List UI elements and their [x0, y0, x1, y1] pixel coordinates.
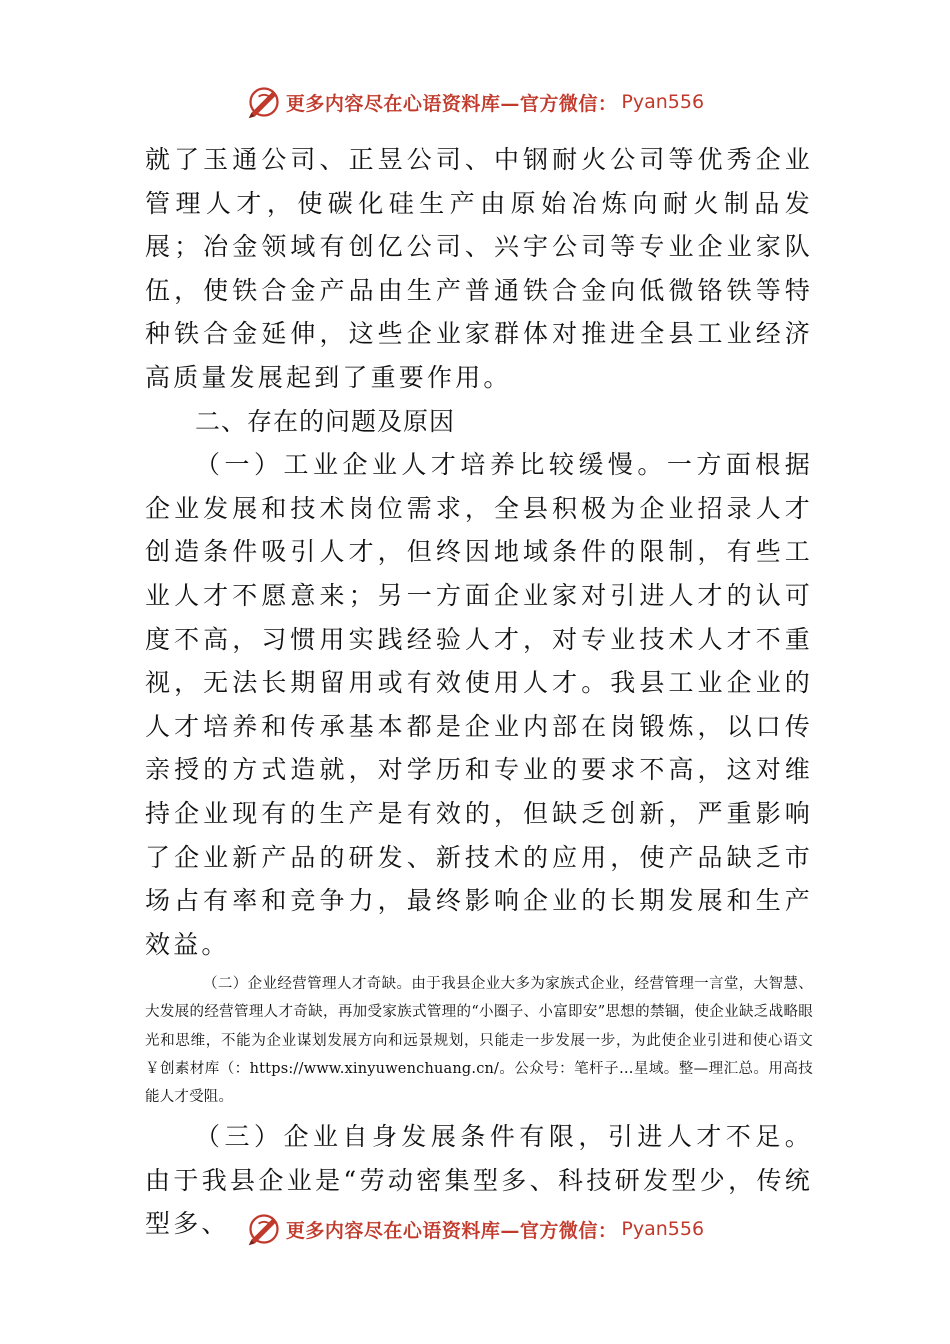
paragraph-3: （二）企业经营管理人才奇缺。由于我县企业大多为家族式企业，经营管理一言堂，大智慧、大发展的经营管理人才奇缺，再加受家族式管理的“小圈子、小富即安”思想的禁锢，使企业缺乏战略眼光和思维，不能为企业谋划发展方向和远景规划，只能走一步发展一步，为此使企业引进和使心语文￥创素材库（：https://www.xinyuwenchuang.cn/。公众号：笔杆子…星域。整—理汇总。用高技能人才受阻。: [145, 976, 813, 1106]
footer-wechat-id: Pyan556: [621, 1218, 705, 1240]
pen-logo-icon: [246, 1211, 282, 1247]
header-banner-text: 更多内容尽在心语资料库—官方微信：: [285, 92, 618, 115]
paragraph-1: 就了玉通公司、正昱公司、中钢耐火公司等优秀企业管理人才，使碳化硅生产由原始冶炼向耐火制品发展；冶金领域有创亿公司、兴宇公司等专业企业家队伍，使铁合金产品由生产普通铁合金向低微铬铁等特种铁合金延伸，这些企业家群体对推进全县工业经济高质量发展起到了重要作用。: [145, 145, 813, 392]
paragraph-2: （一）工业企业人才培养比较缓慢。一方面根据企业发展和技术岗位需求，全县积极为企业招录人才创造条件吸引人才，但终因地域条件的限制，有些工业人才不愿意来；另一方面企业家对引进人才的认可度不高，习惯用实践经验人才，对专业技术人才不重视，无法长期留用或有效使用人才。我县工业企业的人才培养和传承基本都是企业内部在岗锻炼，以口传亲授的方式造就，对学历和专业的要求不高，这对维持企业现有的生产是有效的，但缺乏创新，严重影响了企业新产品的研发、新技术的应用，使产品缺乏市场占有率和竞争力，最终影响企业的长期发展和生产效益。: [145, 450, 813, 959]
document-body: [145, 138, 813, 1246]
header-banner: [0, 82, 950, 122]
section-heading: 二、存在的问题及原因: [195, 406, 456, 436]
paragraph-4: （三）企业自身发展条件有限，引进人才不足。由于我县企业是“劳动密集型多、科技研发型少，传统型多、: [145, 1122, 813, 1239]
header-wechat-id: Pyan556: [621, 91, 705, 113]
footer-banner: [0, 1209, 950, 1249]
pen-logo-icon: [246, 84, 282, 120]
footer-banner-text: 更多内容尽在心语资料库—官方微信：: [285, 1219, 618, 1242]
